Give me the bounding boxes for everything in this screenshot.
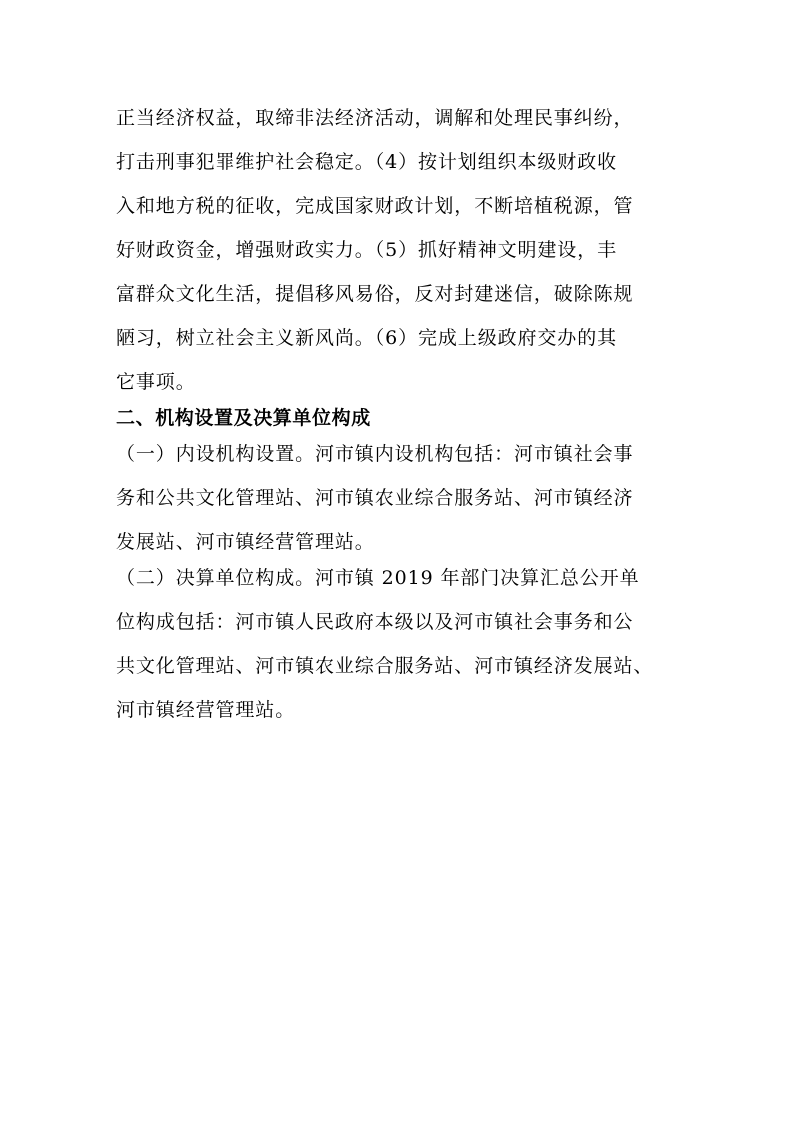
paragraph-line: （一）内设机构设置。河市镇内设机构包括：河市镇社会事 xyxy=(116,443,634,465)
paragraph-line: 发展站、河市镇经营管理站。 xyxy=(116,531,375,553)
paragraph-line: 入和地方税的征收，完成国家财政计划，不断培植税源，管 xyxy=(116,195,634,217)
paragraph-line: 它事项。 xyxy=(116,371,196,393)
paragraph-line: （二）决算单位构成。河市镇 2019 年部门决算汇总公开单 xyxy=(116,567,640,589)
paragraph-line: 位构成包括：河市镇人民政府本级以及河市镇社会事务和公 xyxy=(116,611,634,633)
paragraph-line: 共文化管理站、河市镇农业综合服务站、河市镇经济发展站、 xyxy=(116,655,654,677)
paragraph-line: 打击刑事犯罪维护社会稳定。（4）按计划组织本级财政收 xyxy=(116,151,617,173)
paragraph-line: 陋习，树立社会主义新风尚。（6）完成上级政府交办的其 xyxy=(116,327,617,349)
paragraph-line: 正当经济权益，取缔非法经济活动，调解和处理民事纠纷， xyxy=(116,107,634,129)
paragraph-line: 富群众文化生活，提倡移风易俗，反对封建迷信，破除陈规 xyxy=(116,283,634,305)
section-heading: 二、机构设置及决算单位构成 xyxy=(116,407,371,429)
paragraph-line: 河市镇经营管理站。 xyxy=(116,699,296,721)
paragraph-line: 务和公共文化管理站、河市镇农业综合服务站、河市镇经济 xyxy=(116,487,634,509)
paragraph-line: 好财政资金，增强财政实力。（5）抓好精神文明建设，丰 xyxy=(116,239,617,261)
